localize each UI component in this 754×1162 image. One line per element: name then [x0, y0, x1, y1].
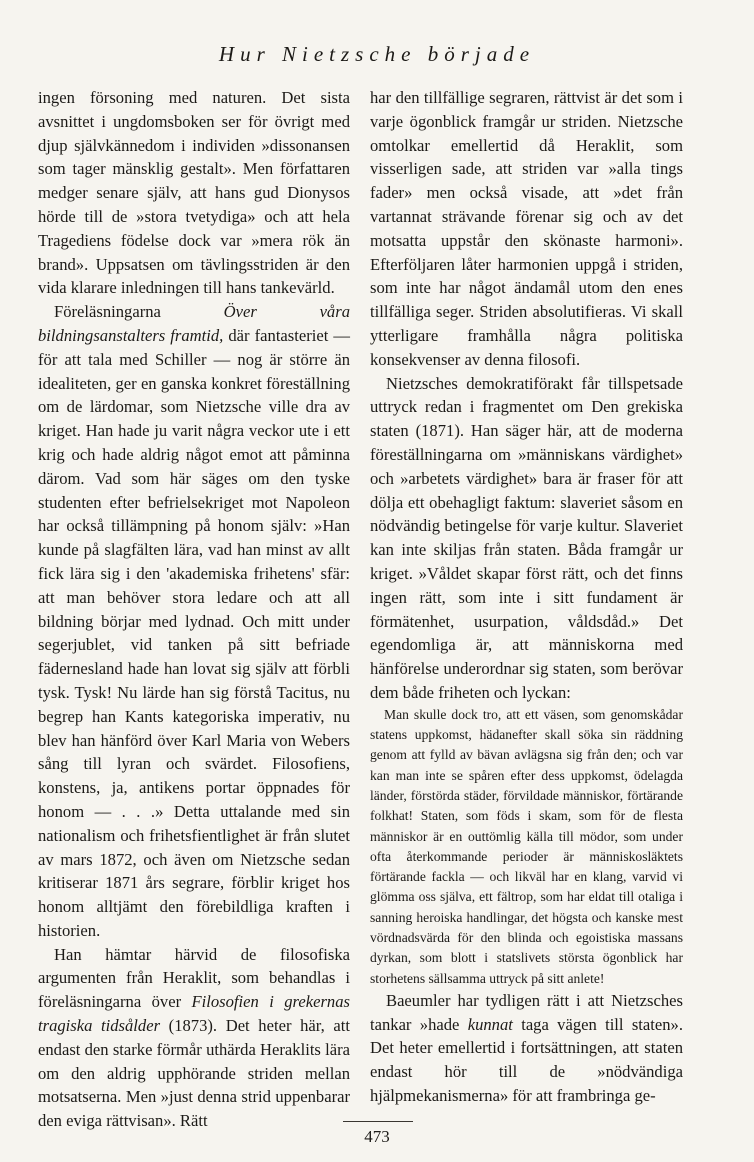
text-run: taga vägen till staten». Det heter emellertid i fortsättningen, att staten endast hör till de »nödvändiga hjälpmekanismerna» för att frambringa ge-: [370, 1014, 683, 1106]
paragraph: [38, 300, 350, 943]
text-run: (1873). Det heter här, att endast den starke förmår uthärda Heraklits lära om den aldrig upphörande striden mellan motsatserna. Men »just denna strid uppenbarar den eviga rättvisan». Rätt: [38, 1016, 351, 1131]
right-column: [370, 86, 683, 1108]
text-run: Föreläsningarna: [54, 302, 224, 322]
book-title: Över våra bildningsanstalters framtid,: [38, 302, 350, 345]
left-column: [38, 86, 350, 1133]
text-run: Baeumler har tydligen rätt i att Nietzsches tankar »hade: [370, 990, 683, 1034]
text-run: Han hämtar härvid de filosofiska argumenten från Heraklit, som behandlas i föreläsningarna över: [38, 944, 350, 1012]
paragraph: har den tillfällige segraren, rättvist är det som i varje ögonblick framgår ur striden. Nietzsche omtolkar emellertid då Heraklit, som visserligen sade, att striden var »alla tings fader» men också visade, att »det från vartannat strävande förenar sig och av det motsatta uppstår den skönaste harmoni». Efterföljaren låter harmonien uppgå i striden, som inte har något ändamål utom den enes tillfälliga seger. Striden absolutifieras. Vi skall ytterligare framhålla några politiska konsekvenser av denna filosofi.: [370, 88, 683, 369]
text-run: där fantasteriet — för att tala med Schiller — nog är större än idealiteten, ger en ganska konkret föreställning om de lärdomar, som Nietzsche ville dra av kriget. Han hade ju varit några veckor ute i ett krig och hade aldrig något emot att påminna därom. Vad som här säges om den tyske studenten efter befrielsekriget mot Napoleon har också tillämpning på honom själv: »Han kunde på slagfälten lära, vad han minst av allt fick lära sig i den 'akademiska frihetens' sfär: att man behöver stora ledare och att all bildning börjar med lydnad. Och mitt under segerjublet, vid tanken på sitt befriade fädernesland hade han lovat sig själv att förbli tysk. Tysk! Nu lärde han sig förstå Tacitus, nu begrep han Kants kategoriska imperativ, nu blev han hänförd över Karl Maria von Webers sång till lyran och svärdet. Filosofiens, konstens, ja, antikens portar öppnades för honom — . . .» Detta uttalande med sin nationalism och frihetsfientlighet är från slutet av mars 1872, och även om Nietzsche sedan kritiserar 1871 års segrare, förblir kriget hos honom alltjämt den förebildliga kraften i historien.: [38, 325, 350, 940]
running-head: Hur Nietzsche började: [218, 42, 536, 66]
paragraph: [38, 943, 350, 1133]
block-quote: Man skulle dock tro, att ett väsen, som genomskådar statens uppkomst, hädanefter skall söka sin räddning genom att fylld av bävan avlägsna sig från den; och var kan man inte se spåren efter dess uppkomst, ödelagda länder, förstörda städer, förvildade människor, förtärande folkhat! Staten, som föds i skam, som för de flesta människor är en outtömlig källa till mödor, som under ofta återkommande perioder är människosläktets förtärande fackla — och likväl har en klang, varvid vi glömma oss själva, ett fältrop, som har eldat till otaliga i sanning heroiska handlingar, det högsta och kanske mest vördnadsvärda för den blinda och egoistiska massans dyrkan, som blott i statslivets största ögonblick har storhetens sällsamma uttryck på sitt anlete!: [370, 706, 683, 986]
paragraph: [370, 989, 683, 1108]
book-title: Filosofien i grekernas tragiska tidsålder: [38, 992, 350, 1036]
page-number: 473: [364, 1127, 390, 1146]
folio-rule: [343, 1121, 413, 1122]
paragraph: ingen försoning med naturen. Det sista avsnittet i ungdomsboken ser för övrigt med djup självkännedom i individen »dissonansen som tager mänsklig gestalt». Men författaren medger senare själv, att hans gud Dionysos hörde till de »stora tvetydiga» och att hela Tragediens födelse dock var »mera rök än brand». Uppsatsen om tävlingsstriden är den vida klarare inledningen till hans tankevärld.: [38, 88, 350, 298]
emphasis: kunnat: [467, 1014, 513, 1034]
paragraph: Nietzsches demokratiförakt får tillspetsade uttryck redan i fragmentet om Den grekiska staten (1871). Han säger här, att de moderna föreställningarna om »människans värdighet» och »arbetets värdighet» bara är fraser för att dölja ett obehagligt faktum: slaveriet såsom en nödvändig betingelse för varje kultur. Slaveriet kan inte skiljas från staten. Båda framgår ur kriget. »Våldet skapar först rätt, och det finns ingen rätt, som inte i sitt fundament är förmätenhet, usurpation, våldsdåd.» Det egendomliga är, att människorna med hänförelse underordnar sig staten, som berövar dem både friheten och lyckan:: [370, 373, 683, 702]
